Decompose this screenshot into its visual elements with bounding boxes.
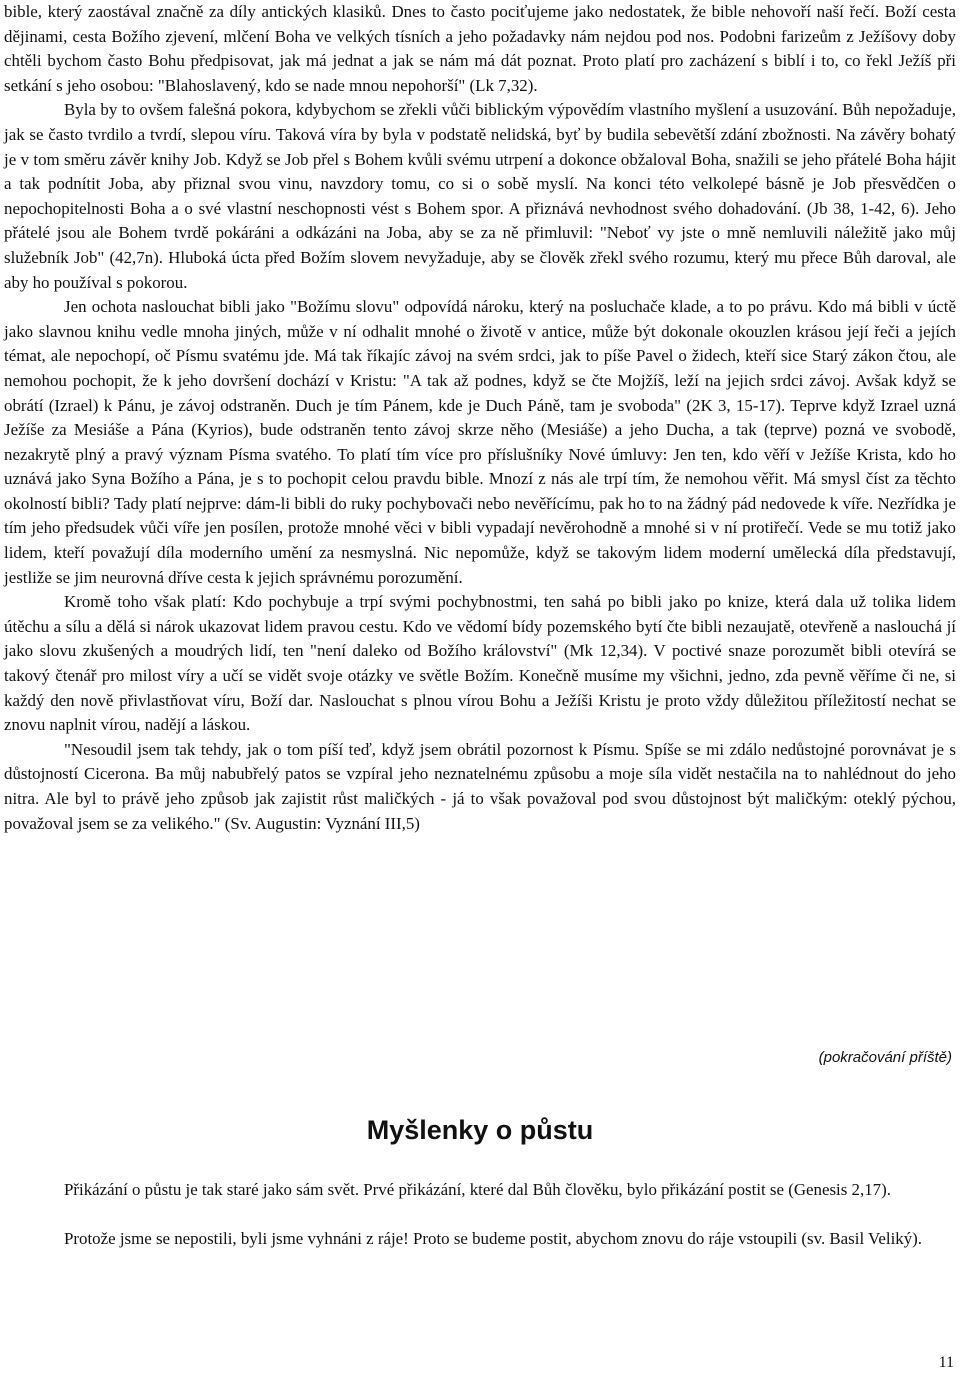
article-paragraph-3: Jen ochota naslouchat bibli jako "Božímu slovu" odpovídá nároku, který na posluchače klade, a to po právu. Kdo má bibli v úctě jako slavnou knihu vedle mnoha jiných, může v ní odhalit mnohé o životě v antice, může být dokonale okouzlen krásou její řeči a jejích témat, ale nepochopí, oč Písmu svatému jde. Má tak říkajíc závoj na svém srdci, jak to píše Pavel o židech, kteří sice Starý zákon čtou, ale nemohou pochopit, že k jeho dovršení dochází v Kristu: "A tak až podnes, když se čte Mojžíš, leží na jejich srdci závoj. Avšak když se obrátí (Izrael) k Pánu, je závoj odstraněn. Duch je tím Pánem, kde je Duch Páně, tam je svoboda" (2K 3, 15-17). Teprve když Izrael uzná Ježíše za Mesiáše a Pána (Kyrios), bude odstraněn tento závoj skrze něho (Mesiáše) a jeho Ducha, a tak (teprve) pozná ve svobodě, nezakrytě plný a pravý význam Písma svatého. To platí tím více pro příslušníky Nové úmluvy: Jen ten, kdo věří v Ježíše Krista, kdo ho uznává jako Syna Božího a Pána, je s to pochopit celou pravdu bible. Mnozí z nás ale trpí tím, že nemohou věřit. Má smysl číst za těchto okolností bibli? Tady platí nejprve: dám-li bibli do ruky pochybovači nebo nevěřícímu, pak ho to na žádný pád nedovede k víře. Nezřídka je tím jeho předsudek vůči víře jen posílen, protože mnohé věci v bibli vypadají nevěrohodně a mnohé si v ní protiřečí. Vede se mu totiž jako lidem, kteří považují díla moderního umění za nesmyslná. Nic nepomůže, když se takovým lidem moderní umělecká díla představují, jestliže se jim neurovná dříve cesta k jejich správnému porozumění. (4, 297, 956, 587)
article-paragraph-5: "Nesoudil jsem tak tehdy, jak o tom píší teď, když jsem obrátil pozornost k Písmu. Spíše se mi zdálo nedůstojné porovnávat je s důstojností Cicerona. Ba můj nabubřelý patos se vzpíral jeho neznatelnému způsobu a moje síla vidět nestačila na to nahlédnout do jeho nitra. Ale byl to právě jeho způsob jak zajistit růst maličkých - já to však považoval pod svou důstojnost být maličkým: oteklý pýchou, považoval jsem se za velikého." (Sv. Augustin: Vyznání III,5) (4, 739, 956, 833)
article-paragraph-4: Kromě toho však platí: Kdo pochybuje a trpí svými pochybnostmi, ten sahá po bibli jako po knize, která dala už tolika lidem útěchu a sílu a dělá si nárok ukazovat lidem pravou cestu. Kdo ve vědomí bídy pozemského bytí čte bibli nezaujatě, otevřeně a naslouchá jí jako slovu zkušených a moudrých lidí, ten "není daleko od Božího království" (Mk 12,34). V poctivé snaze porozumět bibli otevírá se takový čtenář pro milost víry a učí se vidět svoje otázky ve světle Božím. Konečně musíme my všichni, jedno, zda pevně věříme či ne, si každý den nově přivlastňovat víru, Boží dar. Naslouchat s plnou vírou Bohu a Ježíši Kristu je proto vždy důležitou příležitostí nechat se znovu naplnit vírou, nadějí a láskou. (4, 592, 956, 735)
article-paragraph-2: Byla by to ovšem falešná pokora, kdybychom se zřekli vůči biblickým výpovědím vlastního myšlení a usuzování. Bůh nepožaduje, jak se často tvrdilo a tvrdí, slepou víru. Taková víra by byla v podstatě nelidská, byť by budila sebevětší zdání zbožnosti. Na závěry bohatý je v tom směru závěr knihy Job. Když se Job přel s Bohem kvůli svému utrpení a dokonce obžaloval Boha, snažili se jeho přátelé Boha hájit a tak podnítit Joba, aby přiznal svou vinu, navzdory tomu, co si o sobě myslí. Na konci této velkolepé básně je Job přesvědčen o nepochopitelnosti Boha a o své vlastní neschopnosti vést s Bohem spor. A přiznává nevhodnost svého dohadování. (Jb 38, 1-42, 6). Jeho přátelé jsou ale Bohem tvrdě pokáráni a odkázáni na Joba, aby se za ně přimluvil: "Neboť vy jste o mně nemluvili náležitě jako můj služebník Job" (42,7n). Hluboká úcta před Božím slovem nevyžaduje, aby se člověk zřekl svého rozumu, který mu přece Bůh daroval, ale aby ho používal s pokorou. (4, 100, 956, 292)
article-body (4, 0, 956, 836)
page-number: 11 (938, 1354, 954, 1371)
section-paragraph-2: Protože jsme se nepostili, byli jsme vyhnáni z ráje! Proto se budeme postit, abychom znovu do ráje vstoupili (sv. Basil Veliký). (64, 1228, 922, 1248)
article-paragraph-1: bible, který zaostával značně za díly antických klasiků. Dnes to často pociťujeme jako nedostatek, že bible nehovoří naší řečí. Boží cesta dějinami, cesta Božího zjevení, mlčení Boha ve velkých tísních a jeho požadavky nám nejdou pod nos. Podobni farizeům z Ježíšovy doby chtěli bychom často Bohu předpisovat, jak má jednat a jak se nám má dát poznat. Proto platí pro zacházení s biblí i to, co řekl Ježíš při setkání s jeho osobou: "Blahoslavený, kdo se nade mnou nepohorší" (Lk 7,32). (4, 2, 956, 95)
section-title: Myšlenky o půstu (366, 1115, 594, 1145)
section-body (4, 1178, 956, 1251)
continued-note: (pokračování příště) (818, 1049, 952, 1066)
section-paragraph-1: Přikázání o půstu je tak staré jako sám svět. Prvé přikázání, které dal Bůh člověku, bylo přikázání postit se (Genesis 2,17). (64, 1180, 891, 1199)
